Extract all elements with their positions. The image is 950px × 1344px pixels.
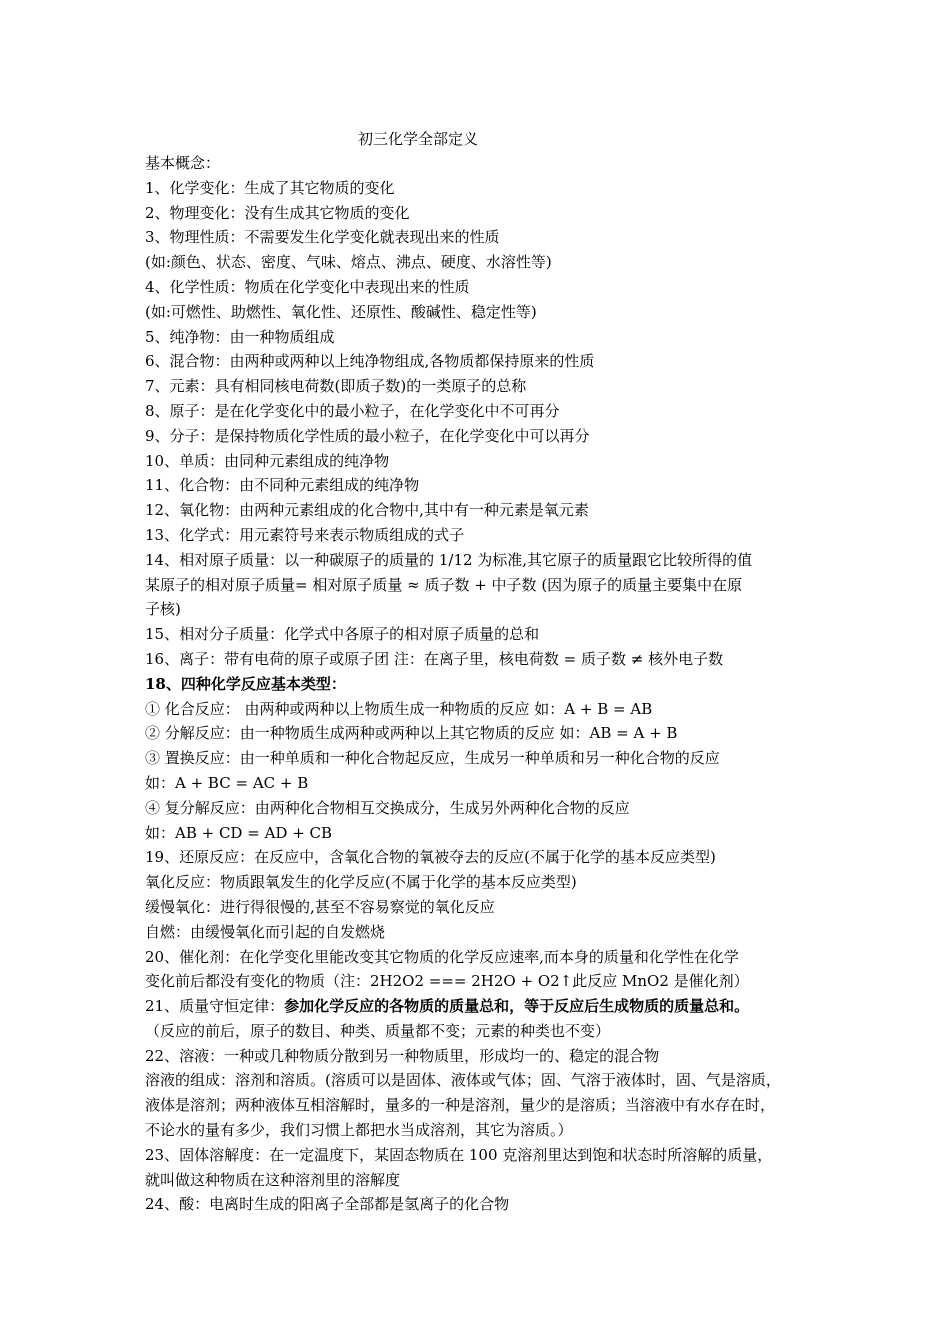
definition-line: 8、原子：是在化学变化中的最小粒子，在化学变化中不可再分 [145, 401, 560, 420]
definition-line: 氧化反应：物质跟氧发生的化学反应(不属于化学的基本反应类型) [145, 873, 577, 892]
definition-line: 24、酸：电离时生成的阳离子全部都是氢离子的化合物 [145, 1195, 510, 1214]
section-heading: 基本概念： [145, 154, 221, 172]
definition-line: 14、相对原子质量：以一种碳原子的质量的 1/12 为标准,其它原子的质量跟它比较所得的值 [145, 550, 753, 569]
definition-line: 溶液的组成：溶剂和溶质。(溶质可以是固体、液体或气体；固、气溶于液体时，固、气是溶质， [145, 1071, 781, 1090]
section-heading-reaction-types: 18、四种化学反应基本类型： [145, 674, 346, 693]
definition-line: 15、相对分子质量：化学式中各原子的相对原子质量的总和 [145, 625, 540, 644]
definition-line: 9、分子：是保持物质化学性质的最小粒子，在化学变化中可以再分 [145, 426, 590, 445]
definition-line: 1、化学变化：生成了其它物质的变化 [145, 178, 395, 197]
definition-line: 23、固体溶解度：在一定温度下，某固态物质在 100 克溶剂里达到饱和状态时所溶解的质量， [145, 1145, 773, 1164]
definition-line: 11、化合物：由不同种元素组成的纯净物 [145, 476, 420, 495]
definition-line: ① 化合反应： 由两种或两种以上物质生成一种物质的反应 如：A + B = AB [145, 699, 653, 718]
definition-line: 4、化学性质：物质在化学变化中表现出来的性质 [145, 277, 470, 296]
definition-line: 自燃：由缓慢氧化而引起的自发燃烧 [145, 922, 386, 941]
definition-line: 液体是溶剂；两种液体互相溶解时，量多的一种是溶剂，量少的是溶质；当溶液中有水存在时， [145, 1096, 776, 1115]
definition-line: (如:可燃性、助燃性、氧化性、还原性、酸碱性、稳定性等) [145, 302, 537, 321]
definition-line: 变化前后都没有变化的物质（注：2H2O2 === 2H2O + O2↑此反应 MnO2 是催化剂） [145, 972, 749, 991]
definition-line: ③ 置换反应：由一种单质和一种化合物起反应，生成另一种单质和另一种化合物的反应 [145, 749, 720, 768]
definition-line: 缓慢氧化：进行得很慢的,甚至不容易察觉的氧化反应 [145, 897, 495, 916]
conservation-label: 21、质量守恒定律： [145, 997, 285, 1016]
definition-line: ② 分解反应：由一种物质生成两种或两种以上其它物质的反应 如：AB = A + B [145, 724, 678, 743]
definition-line: 13、化学式：用元素符号来表示物质组成的式子 [145, 525, 465, 544]
definition-line: 16、离子：带有电荷的原子或原子团 注：在离子里，核电荷数 = 质子数 ≠ 核外电子数 [145, 649, 724, 668]
definition-line: 不论水的量有多少，我们习惯上都把水当成溶剂，其它为溶质。） [145, 1121, 573, 1140]
conservation-law-text: 参加化学反应的各物质的质量总和，等于反应后生成物质的质量总和。 [284, 997, 750, 1016]
definition-line: (如:颜色、状态、密度、气味、熔点、沸点、硬度、水溶性等) [145, 253, 552, 272]
definition-line: 19、还原反应：在反应中，含氧化合物的氧被夺去的反应(不属于化学的基本反应类型) [145, 848, 716, 867]
definition-line: （反应的前后，原子的数目、种类、质量都不变；元素的种类也不变） [145, 1021, 611, 1040]
definition-line: 如：AB + CD = AD + CB [145, 823, 333, 842]
definition-line: 就叫做这种物质在这种溶剂里的溶解度 [145, 1170, 401, 1189]
definition-line: 6、混合物：由两种或两种以上纯净物组成,各物质都保持原来的性质 [145, 352, 595, 371]
definition-line: 3、物理性质：不需要发生化学变化就表现出来的性质 [145, 228, 500, 247]
definition-line: 10、单质：由同种元素组成的纯净物 [145, 451, 390, 470]
definition-line: 如：A + BC = AC + B [145, 773, 309, 792]
definition-line: 2、物理变化：没有生成其它物质的变化 [145, 203, 410, 222]
definition-line: 20、催化剂：在化学变化里能改变其它物质的化学反应速率,而本身的质量和化学性在化学 [145, 947, 739, 966]
definition-line: 5、纯净物：由一种物质组成 [145, 327, 335, 346]
definition-line: ④ 复分解反应：由两种化合物相互交换成分，生成另外两种化合物的反应 [145, 798, 630, 817]
definition-line: 某原子的相对原子质量= 相对原子质量 ≈ 质子数 + 中子数 (因为原子的质量主要集中在原 [145, 575, 743, 594]
definition-line: 7、元素：具有相同核电荷数(即质子数)的一类原子的总称 [145, 377, 527, 396]
definition-line: 12、氧化物：由两种元素组成的化合物中,其中有一种元素是氧元素 [145, 501, 589, 520]
definition-line: 子核) [145, 600, 181, 619]
definition-line: 22、溶液：一种或几种物质分散到另一种物质里，形成均一的、稳定的混合物 [145, 1046, 660, 1065]
definition-line-conservation [145, 994, 815, 1019]
document-page [145, 127, 815, 1217]
document-title: 初三化学全部定义 [358, 130, 479, 148]
